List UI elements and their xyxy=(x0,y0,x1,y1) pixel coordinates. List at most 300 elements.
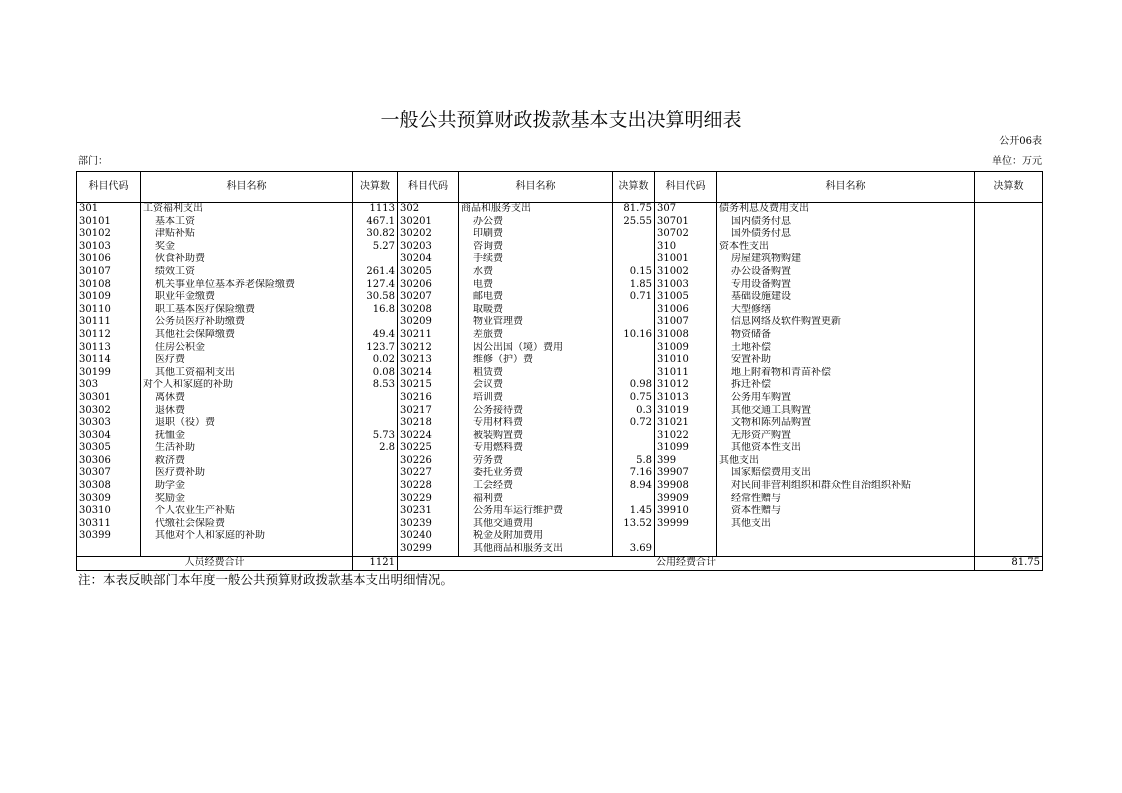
table-row xyxy=(77,518,1043,531)
subject-code: 30217 xyxy=(398,405,459,418)
subject-code: 31099 xyxy=(655,442,717,455)
subject-code: 31009 xyxy=(655,342,717,355)
subject-name: 税金及附加费用 xyxy=(459,530,613,543)
personnel-total-label: 人员经费合计 xyxy=(77,556,353,570)
amount: 0.71 xyxy=(613,291,655,304)
table-row xyxy=(77,216,1043,229)
amount xyxy=(975,405,1043,418)
subject-name: 经常性赠与 xyxy=(717,493,975,506)
subject-name: 文物和陈列品购置 xyxy=(717,417,975,430)
unit-label: 单位：万元 xyxy=(992,156,1042,167)
table-row xyxy=(77,304,1043,317)
table-row xyxy=(77,266,1043,279)
amount: 123.7 xyxy=(353,342,398,355)
subject-code: 30215 xyxy=(398,379,459,392)
amount: 0.75 xyxy=(613,392,655,405)
subject-code: 31012 xyxy=(655,379,717,392)
subject-name: 印刷费 xyxy=(459,228,613,241)
subject-name: 职业年金缴费 xyxy=(141,291,353,304)
subject-code: 30203 xyxy=(398,241,459,254)
subject-name: 土地补偿 xyxy=(717,342,975,355)
subject-name: 拆迁补偿 xyxy=(717,379,975,392)
amount xyxy=(975,342,1043,355)
subject-name: 救济费 xyxy=(141,455,353,468)
subject-code: 30299 xyxy=(398,543,459,556)
amount: 0.98 xyxy=(613,379,655,392)
amount xyxy=(613,253,655,266)
amount: 13.52 xyxy=(613,518,655,531)
subject-name: 公务接待费 xyxy=(459,405,613,418)
subject-code: 30307 xyxy=(77,467,141,480)
subject-name: 咨询费 xyxy=(459,241,613,254)
amount xyxy=(975,304,1043,317)
amount xyxy=(975,493,1043,506)
subject-name: 基本工资 xyxy=(141,216,353,229)
column-header: 科目代码 xyxy=(77,172,141,203)
table-row xyxy=(77,530,1043,543)
subject-name: 会议费 xyxy=(459,379,613,392)
subject-name: 电费 xyxy=(459,279,613,292)
amount xyxy=(353,530,398,543)
subject-code: 39910 xyxy=(655,505,717,518)
subject-name: 其他对个人和家庭的补助 xyxy=(141,530,353,543)
subject-code: 39908 xyxy=(655,480,717,493)
subject-name: 福利费 xyxy=(459,493,613,506)
subject-code: 30239 xyxy=(398,518,459,531)
subject-code: 30218 xyxy=(398,417,459,430)
subject-code: 31011 xyxy=(655,367,717,380)
column-header: 科目名称 xyxy=(459,172,613,203)
amount xyxy=(975,228,1043,241)
subject-code: 303 xyxy=(77,379,141,392)
subject-code: 30112 xyxy=(77,329,141,342)
amount: 30.82 xyxy=(353,228,398,241)
form-number: 公开06表 xyxy=(999,136,1042,147)
amount xyxy=(353,518,398,531)
subject-name: 其他资本性支出 xyxy=(717,442,975,455)
subject-name: 房屋建筑物购建 xyxy=(717,253,975,266)
table-row xyxy=(77,329,1043,342)
amount: 5.8 xyxy=(613,455,655,468)
amount: 2.8 xyxy=(353,442,398,455)
column-header: 决算数 xyxy=(353,172,398,203)
subject-name: 大型修缮 xyxy=(717,304,975,317)
amount xyxy=(975,291,1043,304)
amount xyxy=(613,304,655,317)
amount: 3.69 xyxy=(613,543,655,556)
amount xyxy=(613,493,655,506)
amount xyxy=(353,316,398,329)
amount xyxy=(613,316,655,329)
amount: 5.27 xyxy=(353,241,398,254)
amount xyxy=(353,467,398,480)
column-header: 科目代码 xyxy=(398,172,459,203)
subject-code: 30202 xyxy=(398,228,459,241)
subject-name: 劳务费 xyxy=(459,455,613,468)
subject-code: 30306 xyxy=(77,455,141,468)
subject-name: 专用燃料费 xyxy=(459,442,613,455)
table-row xyxy=(77,392,1043,405)
subject-name: 委托业务费 xyxy=(459,467,613,480)
subject-name: 对民间非营利组织和群众性自治组织补贴 xyxy=(717,480,975,493)
subject-code: 31021 xyxy=(655,417,717,430)
subject-name: 医疗费补助 xyxy=(141,467,353,480)
amount xyxy=(975,442,1043,455)
amount xyxy=(613,228,655,241)
subject-code: 30102 xyxy=(77,228,141,241)
subject-code: 31008 xyxy=(655,329,717,342)
subject-code: 31006 xyxy=(655,304,717,317)
amount xyxy=(353,417,398,430)
amount xyxy=(613,354,655,367)
subject-name: 维修（护）费 xyxy=(459,354,613,367)
table-row xyxy=(77,228,1043,241)
subject-code: 30303 xyxy=(77,417,141,430)
amount xyxy=(975,455,1043,468)
subject-name: 医疗费 xyxy=(141,354,353,367)
subject-name: 工资福利支出 xyxy=(141,203,353,216)
subject-name: 其他交通工具购置 xyxy=(717,405,975,418)
amount xyxy=(975,467,1043,480)
public-total-label: 公用经费合计 xyxy=(398,556,975,570)
amount: 1113 xyxy=(353,203,398,216)
subject-code: 30209 xyxy=(398,316,459,329)
subject-code: 30228 xyxy=(398,480,459,493)
subject-name: 专用材料费 xyxy=(459,417,613,430)
amount xyxy=(613,442,655,455)
subject-code: 30240 xyxy=(398,530,459,543)
amount xyxy=(975,329,1043,342)
table-row xyxy=(77,543,1043,556)
subject-code xyxy=(77,543,141,556)
amount xyxy=(353,392,398,405)
subject-name: 被装购置费 xyxy=(459,430,613,443)
subject-code: 30109 xyxy=(77,291,141,304)
subject-code: 30225 xyxy=(398,442,459,455)
subject-code: 39907 xyxy=(655,467,717,480)
subject-name: 退休费 xyxy=(141,405,353,418)
table-row xyxy=(77,430,1043,443)
table-row xyxy=(77,279,1043,292)
amount: 261.4 xyxy=(353,266,398,279)
amount: 127.4 xyxy=(353,279,398,292)
subject-name: 其他工资福利支出 xyxy=(141,367,353,380)
subject-name: 取暖费 xyxy=(459,304,613,317)
amount xyxy=(975,530,1043,543)
subject-name: 公务用车运行维护费 xyxy=(459,505,613,518)
subject-code: 30206 xyxy=(398,279,459,292)
department-label: 部门： xyxy=(78,156,108,167)
table-row xyxy=(77,203,1043,216)
subject-code: 30114 xyxy=(77,354,141,367)
subject-name: 奖金 xyxy=(141,241,353,254)
subject-code: 307 xyxy=(655,203,717,216)
amount xyxy=(613,342,655,355)
subject-name: 手续费 xyxy=(459,253,613,266)
subject-code: 30205 xyxy=(398,266,459,279)
amount xyxy=(975,430,1043,443)
subject-name: 代缴社会保险费 xyxy=(141,518,353,531)
subject-name xyxy=(141,543,353,556)
amount: 1.45 xyxy=(613,505,655,518)
table-row xyxy=(77,442,1043,455)
table-row xyxy=(77,253,1043,266)
subject-code: 39909 xyxy=(655,493,717,506)
subject-code: 30199 xyxy=(77,367,141,380)
subject-code: 30224 xyxy=(398,430,459,443)
amount xyxy=(975,279,1043,292)
subject-code: 30110 xyxy=(77,304,141,317)
subject-code: 30399 xyxy=(77,530,141,543)
subject-name: 退职（役）费 xyxy=(141,417,353,430)
subject-code: 399 xyxy=(655,455,717,468)
amount xyxy=(975,505,1043,518)
amount: 25.55 xyxy=(613,216,655,229)
subject-name: 助学金 xyxy=(141,480,353,493)
subject-code: 31002 xyxy=(655,266,717,279)
amount xyxy=(975,354,1043,367)
amount: 81.75 xyxy=(613,203,655,216)
subject-code: 31007 xyxy=(655,316,717,329)
subject-code: 30309 xyxy=(77,493,141,506)
subject-code: 31003 xyxy=(655,279,717,292)
subject-name: 无形资产购置 xyxy=(717,430,975,443)
subject-code xyxy=(655,530,717,543)
amount xyxy=(353,405,398,418)
totals-row xyxy=(77,556,1043,570)
subject-code: 31019 xyxy=(655,405,717,418)
subject-name: 物业管理费 xyxy=(459,316,613,329)
subject-name: 绩效工资 xyxy=(141,266,353,279)
amount xyxy=(975,253,1043,266)
amount xyxy=(975,316,1043,329)
subject-name: 安置补助 xyxy=(717,354,975,367)
subject-name: 对个人和家庭的补助 xyxy=(141,379,353,392)
amount: 0.08 xyxy=(353,367,398,380)
table-row xyxy=(77,493,1043,506)
subject-name: 专用设备购置 xyxy=(717,279,975,292)
subject-name: 国家赔偿费用支出 xyxy=(717,467,975,480)
amount: 10.16 xyxy=(613,329,655,342)
amount: 0.3 xyxy=(613,405,655,418)
subject-name: 奖励金 xyxy=(141,493,353,506)
subject-code: 301 xyxy=(77,203,141,216)
amount: 467.1 xyxy=(353,216,398,229)
subject-name: 国外债务付息 xyxy=(717,228,975,241)
header-row xyxy=(77,172,1043,203)
table-row xyxy=(77,354,1043,367)
subject-name: 差旅费 xyxy=(459,329,613,342)
subject-code: 30702 xyxy=(655,228,717,241)
amount xyxy=(975,379,1043,392)
table-row xyxy=(77,367,1043,380)
subject-name: 其他商品和服务支出 xyxy=(459,543,613,556)
table-row xyxy=(77,316,1043,329)
amount: 16.8 xyxy=(353,304,398,317)
amount: 0.02 xyxy=(353,354,398,367)
subject-name: 租赁费 xyxy=(459,367,613,380)
subject-name xyxy=(717,543,975,556)
table-row xyxy=(77,379,1043,392)
subject-code: 30304 xyxy=(77,430,141,443)
table-row xyxy=(77,342,1043,355)
subject-code: 30305 xyxy=(77,442,141,455)
subject-name xyxy=(717,530,975,543)
subject-name: 其他支出 xyxy=(717,455,975,468)
amount: 8.53 xyxy=(353,379,398,392)
amount xyxy=(353,455,398,468)
column-header: 科目代码 xyxy=(655,172,717,203)
amount xyxy=(353,253,398,266)
subject-code: 30310 xyxy=(77,505,141,518)
amount xyxy=(353,480,398,493)
subject-name: 工会经费 xyxy=(459,480,613,493)
footnote: 注：本表反映部门本年度一般公共预算财政拨款基本支出明细情况。 xyxy=(78,572,454,587)
subject-code: 30111 xyxy=(77,316,141,329)
amount: 49.4 xyxy=(353,329,398,342)
detail-table xyxy=(76,171,1043,571)
table-row xyxy=(77,467,1043,480)
subject-name: 其他社会保障缴费 xyxy=(141,329,353,342)
amount: 0.72 xyxy=(613,417,655,430)
amount xyxy=(353,493,398,506)
subject-code: 30212 xyxy=(398,342,459,355)
amount: 0.15 xyxy=(613,266,655,279)
subject-code: 30229 xyxy=(398,493,459,506)
subject-name: 办公设备购置 xyxy=(717,266,975,279)
subject-code: 310 xyxy=(655,241,717,254)
subject-code: 31005 xyxy=(655,291,717,304)
amount: 7.16 xyxy=(613,467,655,480)
amount xyxy=(975,417,1043,430)
subject-code: 30302 xyxy=(77,405,141,418)
subject-code: 30213 xyxy=(398,354,459,367)
subject-name: 基础设施建设 xyxy=(717,291,975,304)
amount xyxy=(353,505,398,518)
subject-code: 30101 xyxy=(77,216,141,229)
subject-name: 生活补助 xyxy=(141,442,353,455)
amount xyxy=(613,530,655,543)
subject-name: 国内债务付息 xyxy=(717,216,975,229)
amount xyxy=(975,216,1043,229)
subject-code xyxy=(655,543,717,556)
subject-name: 住房公积金 xyxy=(141,342,353,355)
table-row xyxy=(77,480,1043,493)
subject-code: 30113 xyxy=(77,342,141,355)
subject-code: 30208 xyxy=(398,304,459,317)
subject-code: 30308 xyxy=(77,480,141,493)
amount xyxy=(613,241,655,254)
subject-code: 31001 xyxy=(655,253,717,266)
amount xyxy=(613,430,655,443)
subject-code: 30207 xyxy=(398,291,459,304)
subject-code: 31022 xyxy=(655,430,717,443)
subject-name: 公务用车购置 xyxy=(717,392,975,405)
amount xyxy=(613,367,655,380)
subject-name: 办公费 xyxy=(459,216,613,229)
subject-name: 离休费 xyxy=(141,392,353,405)
table-row xyxy=(77,291,1043,304)
amount xyxy=(975,480,1043,493)
amount xyxy=(975,367,1043,380)
column-header: 决算数 xyxy=(975,172,1043,203)
amount: 5.73 xyxy=(353,430,398,443)
subject-code: 302 xyxy=(398,203,459,216)
page-title: 一般公共预算财政拨款基本支出决算明细表 xyxy=(380,109,742,131)
subject-code: 30311 xyxy=(77,518,141,531)
column-header: 科目名称 xyxy=(717,172,975,203)
table-row xyxy=(77,405,1043,418)
subject-name: 商品和服务支出 xyxy=(459,203,613,216)
subject-name: 个人农业生产补贴 xyxy=(141,505,353,518)
amount: 1.85 xyxy=(613,279,655,292)
personnel-total-value: 1121 xyxy=(353,556,398,570)
amount: 30.58 xyxy=(353,291,398,304)
subject-name: 地上附着物和青苗补偿 xyxy=(717,367,975,380)
subject-name: 培训费 xyxy=(459,392,613,405)
table-row xyxy=(77,455,1043,468)
subject-code: 30107 xyxy=(77,266,141,279)
public-total-value: 81.75 xyxy=(975,556,1043,570)
column-header: 决算数 xyxy=(613,172,655,203)
amount xyxy=(975,241,1043,254)
amount xyxy=(975,518,1043,531)
subject-name: 水费 xyxy=(459,266,613,279)
column-header: 科目名称 xyxy=(141,172,353,203)
subject-name: 抚恤金 xyxy=(141,430,353,443)
subject-name: 伙食补助费 xyxy=(141,253,353,266)
subject-name: 因公出国（境）费用 xyxy=(459,342,613,355)
subject-name: 信息网络及软件购置更新 xyxy=(717,316,975,329)
subject-code: 30701 xyxy=(655,216,717,229)
table-row xyxy=(77,417,1043,430)
subject-code: 30103 xyxy=(77,241,141,254)
amount xyxy=(353,543,398,556)
subject-name: 资本性赠与 xyxy=(717,505,975,518)
subject-code: 30108 xyxy=(77,279,141,292)
amount xyxy=(975,392,1043,405)
subject-code: 30214 xyxy=(398,367,459,380)
subject-name: 债务利息及费用支出 xyxy=(717,203,975,216)
table-row xyxy=(77,505,1043,518)
subject-name: 邮电费 xyxy=(459,291,613,304)
subject-code: 30226 xyxy=(398,455,459,468)
subject-code: 30106 xyxy=(77,253,141,266)
subject-code: 30211 xyxy=(398,329,459,342)
subject-code: 30231 xyxy=(398,505,459,518)
amount xyxy=(975,203,1043,216)
subject-code: 31013 xyxy=(655,392,717,405)
subject-name: 公务员医疗补助缴费 xyxy=(141,316,353,329)
subject-name: 职工基本医疗保险缴费 xyxy=(141,304,353,317)
amount xyxy=(975,266,1043,279)
subject-name: 物资储备 xyxy=(717,329,975,342)
subject-code: 30216 xyxy=(398,392,459,405)
subject-code: 30227 xyxy=(398,467,459,480)
subject-code: 30201 xyxy=(398,216,459,229)
subject-code: 30204 xyxy=(398,253,459,266)
subject-name: 其他支出 xyxy=(717,518,975,531)
subject-code: 39999 xyxy=(655,518,717,531)
subject-name: 资本性支出 xyxy=(717,241,975,254)
amount xyxy=(975,543,1043,556)
subject-name: 其他交通费用 xyxy=(459,518,613,531)
subject-name: 机关事业单位基本养老保险缴费 xyxy=(141,279,353,292)
subject-name: 津贴补贴 xyxy=(141,228,353,241)
subject-code: 31010 xyxy=(655,354,717,367)
amount: 8.94 xyxy=(613,480,655,493)
table-row xyxy=(77,241,1043,254)
